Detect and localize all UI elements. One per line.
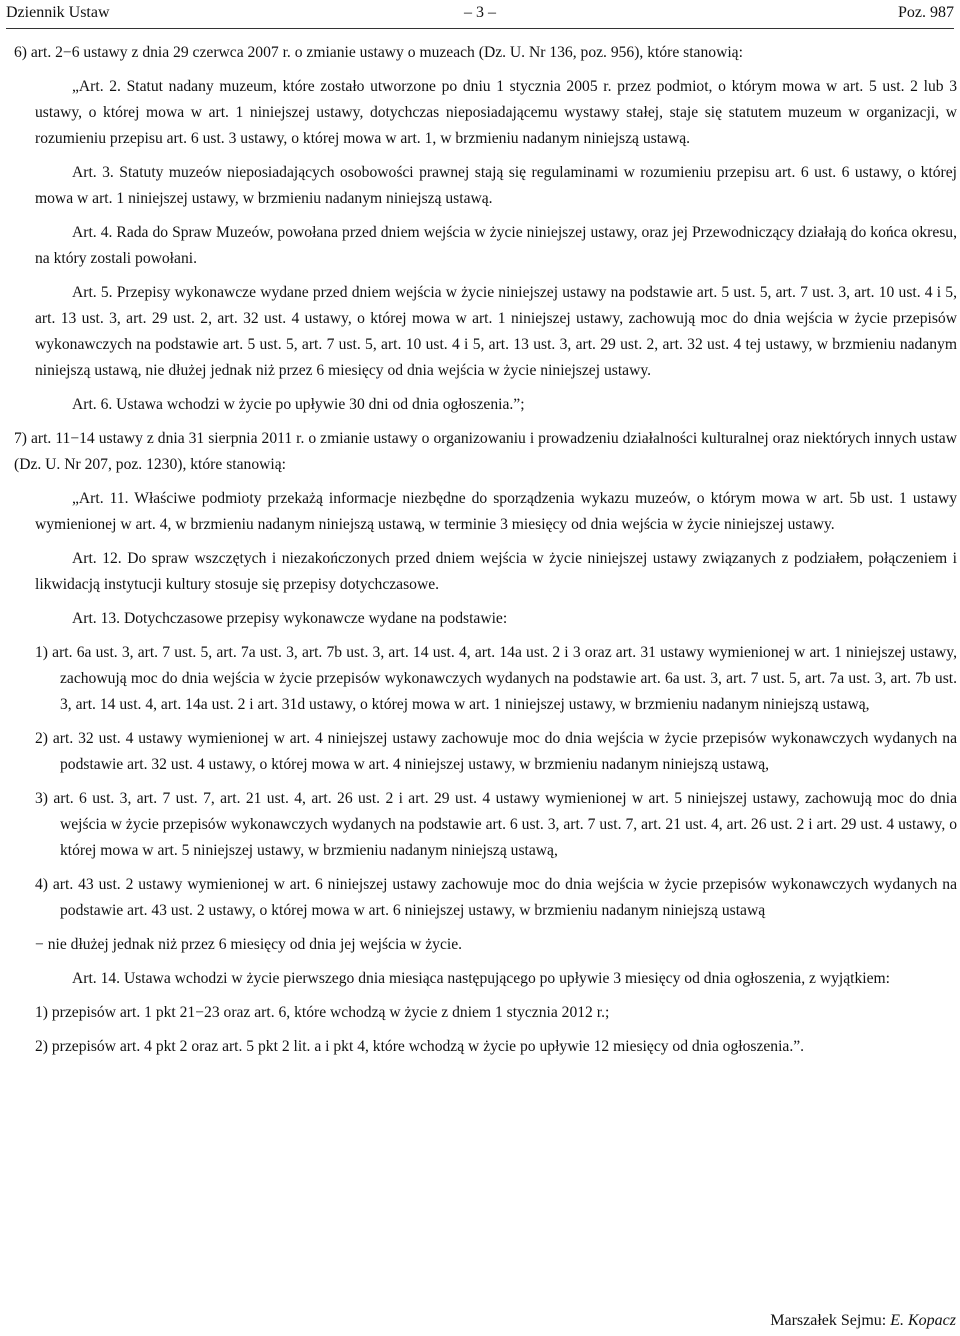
article-13-item-1: 1) art. 6a ust. 3, art. 7 ust. 5, art. 7a ust. 3, art. 7b ust. 3, art. 14 ust. 4, art. 14a ust. 2 i 3 oraz art. 31 ustawy wymienionej w art. 1 niniejszej ustawy, zachowują moc do dnia wejścia w życie przepisów wykonawczych wydanych na podstawie art. 6a ust. 3, art. 7 ust. 5, art. 7a ust. 3, art. 7b ust. 3, art. 14 ust. 4, art. 14a ust. 2 i art. 31d ustawy, o której mowa w art. 1 niniejszej ustawy, w brzmieniu nadanym niniejszą ustawą, <box>35 644 957 713</box>
article-13-item-4: 4) art. 43 ust. 2 ustawy wymienionej w art. 6 niniejszej ustawy zachowuje moc do dnia wejścia w życie przepisów wykonawczych wydanych na podstawie art. 43 ust. 2 ustawy, o której mowa w art. 6 niniejszej ustawy, w brzmieniu nadanym niniejszą ustawą <box>35 876 957 919</box>
page-header <box>6 0 954 26</box>
point-6-intro: 6) art. 2−6 ustawy z dnia 29 czerwca 2007 r. o zmianie ustawy o muzeach (Dz. U. Nr 136, poz. 956), które stanowią: <box>14 44 743 61</box>
document-body <box>8 40 957 1060</box>
article-14-paragraph: Art. 14. Ustawa wchodzi w życie pierwszego dnia miesiąca następującego po upływie 3 miesięcy od dnia ogłoszenia, z wyjątkiem: <box>72 970 890 987</box>
article-13-item-2: 2) art. 32 ust. 4 ustawy wymienionej w art. 4 niniejszej ustawy zachowuje moc do dnia wejścia w życie przepisów wykonawczych wydanych na podstawie art. 32 ust. 4 ustawy, o której mowa w art. 4 niniejszej ustawy, w brzmieniu nadanym niniejszą ustawą, <box>35 730 957 773</box>
article-5-paragraph: Art. 5. Przepisy wykonawcze wydane przed dniem wejścia w życie niniejszej ustawy na podstawie art. 5 ust. 5, art. 7 ust. 3, art. 10 ust. 4 i 5, art. 13 ust. 3, art. 29 ust. 2, art. 32 ust. 4 ustawy, o której mowa w art. 1 niniejszej ustawy, zachowują moc do dnia wejścia w życie przepisów wykonawczych na podstawie art. 5 ust. 5, art. 7 ust. 5, art. 10 ust. 4 i 5, art. 13 ust. 3, art. 29 ust. 2, art. 32 ust. 4 tej ustawy, w brzmieniu nadanym niniejszą ustawą, nie dłużej jednak niż przez 6 miesięcy od dnia wejścia w życie niniejszej ustawy. <box>35 284 957 379</box>
article-4-paragraph: Art. 4. Rada do Spraw Muzeów, powołana przed dniem wejścia w życie niniejszej ustawy, oraz jej Przewodniczący działają do końca okresu, na który zostali powołani. <box>35 224 957 267</box>
article-14-item-2: 2) przepisów art. 4 pkt 2 oraz art. 5 pkt 2 lit. a i pkt 4, które wchodzą w życie po upływie 12 miesięcy od dnia ogłoszenia.”. <box>35 1038 805 1055</box>
article-14-item-1: 1) przepisów art. 1 pkt 21−23 oraz art. 6, które wchodzą w życie z dniem 1 stycznia 2012 r.; <box>35 1004 610 1021</box>
point-7-intro: 7) art. 11−14 ustawy z dnia 31 sierpnia 2011 r. o zmianie ustawy o organizowaniu i prowadzeniu działalności kulturalnej oraz niektórych innych ustaw (Dz. U. Nr 207, poz. 1230), które stanowią: <box>14 430 957 473</box>
article-13-item-3: 3) art. 6 ust. 3, art. 7 ust. 7, art. 21 ust. 4, art. 26 ust. 2 i art. 29 ust. 4 ustawy wymienionej w art. 5 niniejszej ustawy, zachowują moc do dnia wejścia w życie przepisów wykonawczych wydanych na podstawie art. 6 ust. 3, art. 7 ust. 7, art. 21 ust. 4, art. 26 ust. 2 i art. 29 ust. 4 ustawy, o której mowa w art. 5 niniejszej ustawy, w brzmieniu nadanym niniejszą ustawą, <box>35 790 957 859</box>
signature-name: E. Kopacz <box>890 1312 956 1329</box>
article-11-paragraph: „Art. 11. Właściwe podmioty przekażą informacje niezbędne do sporządzenia wykazu muzeów, o którym mowa w art. 5b ust. 1 ustawy wymienionej w art. 4, w brzmieniu nadanym niniejszą ustawą, w terminie 3 miesięcy od dnia wejścia w życie niniejszej ustawy. <box>35 490 957 533</box>
article-13-closing: − nie dłużej jednak niż przez 6 miesięcy od dnia jej wejścia w życie. <box>35 936 463 953</box>
article-6-paragraph: Art. 6. Ustawa wchodzi w życie po upływie 30 dni od dnia ogłoszenia.”; <box>72 396 525 413</box>
article-3-paragraph: Art. 3. Statuty muzeów nieposiadających osobowości prawnej stają się regulaminami w rozumieniu przepisu art. 6 ust. 6 ustawy, o której mowa w art. 1 niniejszej ustawy, w brzmieniu nadanym niniejszą ustawą. <box>35 164 957 207</box>
page-number: – 3 – <box>464 4 496 21</box>
article-13-paragraph: Art. 13. Dotychczasowe przepisy wykonawcze wydane na podstawie: <box>72 610 508 627</box>
header-divider <box>6 28 954 29</box>
signature-title: Marszałek Sejmu: <box>770 1312 887 1329</box>
article-12-paragraph: Art. 12. Do spraw wszczętych i niezakończonych przed dniem wejścia w życie niniejszej ustawy związanych z podziałem, połączeniem i likwidacją instytucji kultury stosuje się przepisy dotychczasowe. <box>35 550 957 593</box>
signature <box>770 1308 956 1334</box>
article-2-paragraph: „Art. 2. Statut nadany muzeum, które zostało utworzone po dniu 1 stycznia 2005 r. przez podmiot, o którym mowa w art. 5 ust. 2 lub 3 ustawy, o której mowa w art. 1 niniejszej ustawy, dotychczas nieposiadającemu wystawy stałej, staje się statutem muzeum w organizacji, w rozumieniu przepisu art. 6 ust. 3 ustawy, o której mowa w art. 1, w brzmieniu nadanym niniejszą ustawą. <box>35 78 957 147</box>
journal-title: Dziennik Ustaw <box>6 4 110 21</box>
position-number: Poz. 987 <box>898 4 954 21</box>
